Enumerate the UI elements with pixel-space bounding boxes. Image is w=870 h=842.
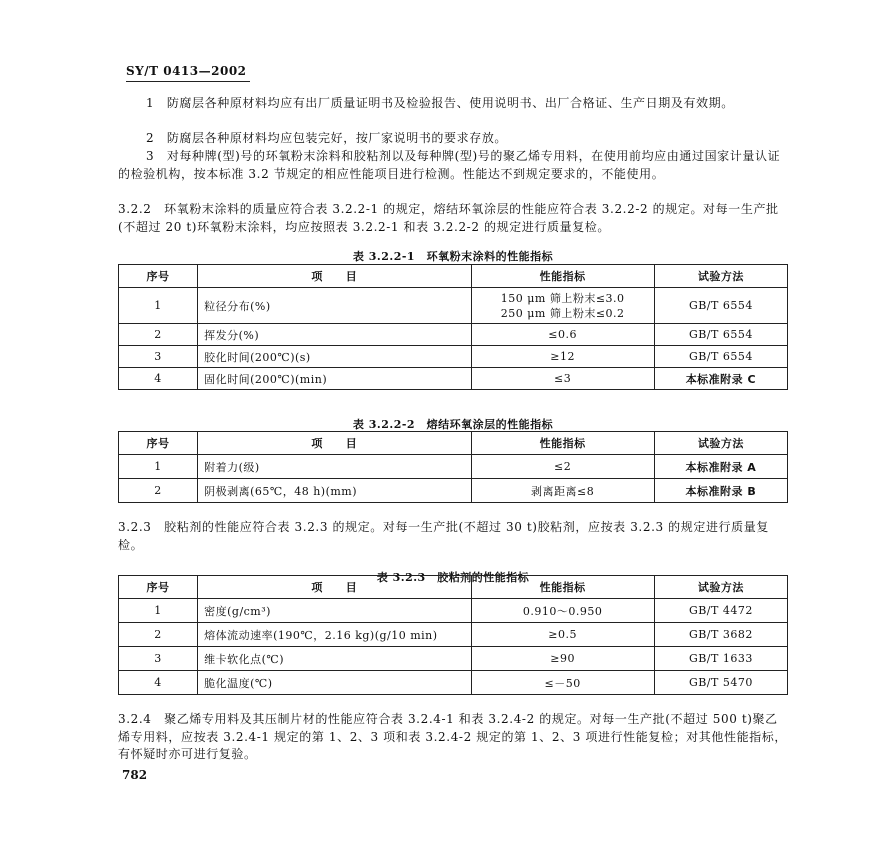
cell-item: 密度(g/cm³)	[198, 599, 471, 623]
paragraph-3-2-2: 3.2.2 环氧粉末涂料的质量应符合表 3.2.2-1 的规定，熔结环氧涂层的性能应符合表 3.2.2-2 的规定。对每一生产批(不超过 20 t)环氧粉末涂料，均应按照表 3.2.2-1 和表 3.2.2-2 的规定进行质量复检。	[118, 202, 779, 234]
cell-method: GB/T 6554	[654, 324, 787, 346]
cell-indicator: ≤3	[471, 368, 654, 390]
page-number: 782	[122, 768, 148, 782]
cell-no: 2	[119, 479, 198, 503]
table-adhesive	[118, 575, 788, 695]
table-1-caption: 表 3.2.2-1 环氧粉末涂料的性能指标	[352, 250, 554, 263]
col-indicator: 性能指标	[471, 576, 654, 599]
cell-item: 维卡软化点(℃)	[198, 647, 471, 671]
paragraph-3-2-3: 3.2.3 胶粘剂的性能应符合表 3.2.3 的规定。对每一生产批(不超过 30 t)胶粘剂，应按表 3.2.3 的规定进行质量复检。	[118, 520, 769, 552]
table-row	[119, 479, 788, 503]
table-row	[119, 346, 788, 368]
cell-item: 固化时间(200℃)(min)	[198, 368, 471, 390]
cell-item: 脆化温度(℃)	[198, 671, 471, 695]
table-3-caption: 表 3.2.3 胶粘剂的性能指标	[376, 571, 530, 584]
cell-item: 阴极剥离(65℃，48 h)(mm)	[198, 479, 471, 503]
cell-method: GB/T 6554	[654, 346, 787, 368]
col-method: 试验方法	[654, 432, 787, 455]
cell-method: GB/T 5470	[654, 671, 787, 695]
cell-method: 本标准附录 C	[654, 368, 787, 390]
col-item: 项 目	[198, 432, 471, 455]
cell-no: 1	[119, 599, 198, 623]
table-row	[119, 324, 788, 346]
table-row	[119, 368, 788, 390]
standard-header: SY/T 0413—2002	[126, 64, 247, 78]
col-method: 试验方法	[654, 265, 787, 288]
cell-indicator	[471, 288, 654, 324]
col-item: 项 目	[198, 265, 471, 288]
cell-no: 4	[119, 671, 198, 695]
cell-method: GB/T 6554	[654, 288, 787, 324]
cell-method: GB/T 4472	[654, 599, 787, 623]
cell-method: GB/T 3682	[654, 623, 787, 647]
cell-no: 2	[119, 324, 198, 346]
table-row	[119, 647, 788, 671]
indicator-line: 250 μm 筛上粉末≤0.2	[500, 306, 625, 320]
table-epoxy-powder	[118, 264, 788, 390]
paragraph-2: 2 防腐层各种原材料均应包装完好，按厂家说明书的要求存放。	[146, 131, 508, 145]
cell-method: GB/T 1633	[654, 647, 787, 671]
paragraph-3-2-4: 3.2.4 聚乙烯专用料及其压制片材的性能应符合表 3.2.4-1 和表 3.2.4-2 的规定。对每一生产批(不超过 500 t)聚乙烯专用料，应按表 3.2.4-1 规定的第 1、2、3 项和表 3.2.4-2 规定的第 1、2、3 项进行性能复检；对其他性能指标，有怀疑时亦可进行复验。	[118, 712, 787, 761]
table-fusion-epoxy-coating	[118, 431, 788, 503]
col-item: 项 目	[198, 576, 471, 599]
indicator-line: 150 μm 筛上粉末≤3.0	[500, 291, 625, 305]
table-row	[119, 671, 788, 695]
cell-item: 附着力(级)	[198, 455, 471, 479]
cell-no: 4	[119, 368, 198, 390]
col-indicator: 性能指标	[471, 265, 654, 288]
col-no: 序号	[119, 576, 198, 599]
cell-item: 熔体流动速率(190℃，2.16 kg)(g/10 min)	[198, 623, 471, 647]
cell-indicator: ≤0.6	[471, 324, 654, 346]
cell-indicator: 0.910～0.950	[471, 599, 654, 623]
cell-no: 1	[119, 455, 198, 479]
table-row	[119, 623, 788, 647]
col-method: 试验方法	[654, 576, 787, 599]
paragraph-3: 3 对每种牌(型)号的环氧粉末涂料和胶粘剂以及每种牌(型)号的聚乙烯专用料，在使用前均应由通过国家计量认证的检验机构，按本标准 3.2 节规定的相应性能项目进行检测。性能达不到规定要求的，不能使用。	[118, 149, 781, 181]
cell-no: 1	[119, 288, 198, 324]
table-header-row	[119, 265, 788, 288]
table-row	[119, 599, 788, 623]
cell-indicator: 剥离距离≤8	[471, 479, 654, 503]
cell-indicator: ≥0.5	[471, 623, 654, 647]
cell-method: 本标准附录 A	[654, 455, 787, 479]
col-no: 序号	[119, 265, 198, 288]
cell-item: 粒径分布(%)	[198, 288, 471, 324]
cell-item: 挥发分(%)	[198, 324, 471, 346]
col-no: 序号	[119, 432, 198, 455]
paragraph-1: 1 防腐层各种原材料均应有出厂质量证明书及检验报告、使用说明书、出厂合格证、生产日期及有效期。	[146, 96, 734, 110]
cell-indicator: ≥90	[471, 647, 654, 671]
table-header-row	[119, 432, 788, 455]
table-2-caption: 表 3.2.2-2 熔结环氧涂层的性能指标	[352, 418, 554, 431]
header-rule	[126, 81, 250, 82]
cell-no: 2	[119, 623, 198, 647]
cell-item: 胶化时间(200℃)(s)	[198, 346, 471, 368]
table-row	[119, 288, 788, 324]
table-row	[119, 455, 788, 479]
table-header-row	[119, 576, 788, 599]
cell-indicator: ≤2	[471, 455, 654, 479]
cell-method: 本标准附录 B	[654, 479, 787, 503]
cell-indicator: ≥12	[471, 346, 654, 368]
cell-no: 3	[119, 346, 198, 368]
cell-indicator: ≤－50	[471, 671, 654, 695]
cell-no: 3	[119, 647, 198, 671]
col-indicator: 性能指标	[471, 432, 654, 455]
